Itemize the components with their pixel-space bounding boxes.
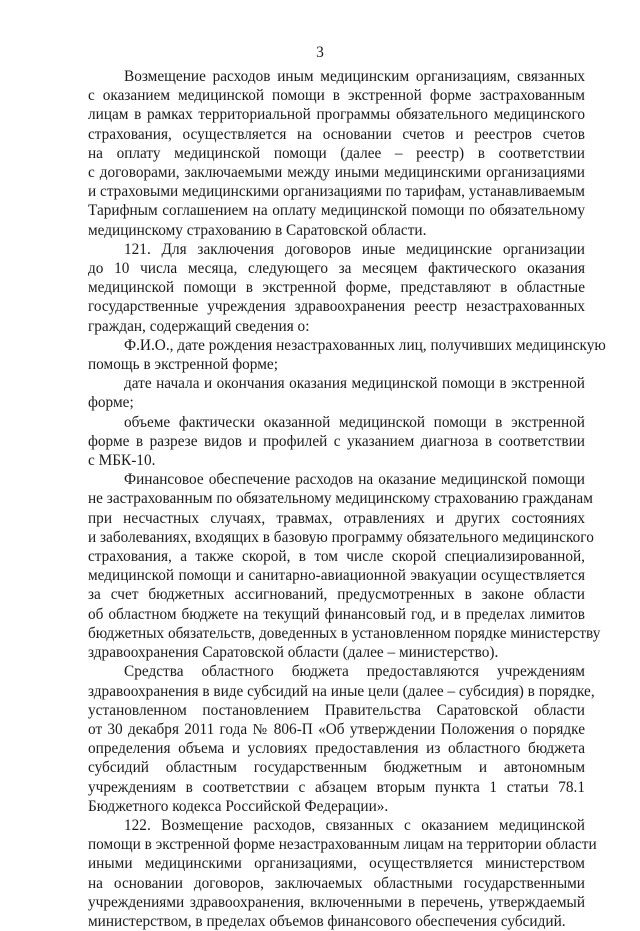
text-line: с МБК-10. [88,452,156,470]
text-line: медицинскому страхованию в Саратовской области. [88,221,427,239]
text-line: за счет бюджетных ассигнований, предусмотренных в законе области [88,586,585,604]
text-line: Бюджетного кодекса Российской Федерации». [88,797,389,815]
text-line: 121. Для заключения договоров иные медицинские организации [124,240,585,258]
paragraph [88,413,585,471]
text-line: от 30 декабря 2011 года № 806-П «Об утверждении Положения о порядке [88,720,585,738]
text-line: об областном бюджете на текущий финансовый год, и в пределах лимитов [88,605,585,623]
text-line: страхования, осуществляется на основании счетов и реестров счетов [88,125,585,143]
text-line: 122. Возмещение расходов, связанных с оказанием медицинской [124,816,585,834]
text-line: учреждениями здравоохранения, включенными в перечень, утверждаемый [88,893,585,911]
text-line: помощи в экстренной форме незастрахованным лицам на территории области [88,836,597,854]
text-line: иными медицинскими организациями, осуществляется министерством [88,855,585,873]
text-line: форме в разрезе видов и профилей с указанием диагноза в соответствии [88,432,585,450]
text-line: бюджетных обязательств, доведенных в установленном порядке министерству [88,624,601,642]
paragraph [88,67,585,240]
paragraph [88,240,585,336]
text-line: при несчастных случаях, травмах, отравлениях и других состояниях [88,509,585,527]
text-line: не застрахованным по обязательному медицинскому страхованию гражданам [88,490,593,508]
text-line: здравоохранения в виде субсидий на иные цели (далее – субсидия) в порядке, [88,682,595,700]
paragraph [88,662,595,816]
text-line: страхования, а также скорой, в том числе скорой специализированной, [88,548,585,566]
text-line: Средства областного бюджета предоставляются учреждениям [124,663,585,681]
text-line: Финансовое обеспечение расходов на оказание медицинской помощи [124,471,585,489]
paragraph [88,336,606,374]
text-line: форме; [88,394,134,412]
text-line: здравоохранения Саратовской области (далее – министерство). [88,644,499,662]
text-line: помощь в экстренной форме; [88,356,278,374]
paragraph [88,470,601,662]
text-line: определения объема и условиях предоставления из областного бюджета [88,740,585,758]
text-line: Ф.И.О., дате рождения незастрахованных лиц, получивших медицинскую [124,336,606,354]
text-line: государственные учреждения здравоохранения реестр незастрахованных [88,298,585,316]
text-line: и страховыми медицинскими организациями по тарифам, устанавливаемым [88,183,585,201]
text-line: объеме фактически оказанной медицинской помощи в экстренной [124,413,585,431]
page-number: 3 [316,44,324,61]
text-line: министерством, в пределах объемов финансового обеспечения субсидий. [88,912,566,930]
text-line: установленном постановлением Правительства Саратовской области [88,701,585,719]
text-line: на основании договоров, заключаемых областными государственными [88,874,585,892]
text-line: Возмещение расходов иным медицинским организациям, связанных [124,68,585,85]
text-line: с оказанием медицинской помощи в экстренной форме застрахованным [88,87,585,105]
text-line: до 10 числа месяца, следующего за месяцем фактического оказания [88,260,585,278]
document-body [88,67,606,931]
text-line: на оплату медицинской помощи (далее – реестр) в соответствии [88,144,585,162]
text-line: медицинской помощи и санитарно-авиационной эвакуации осуществляется [88,567,585,585]
text-line: Тарифным соглашением на оплату медицинской помощи по обязательному [88,202,585,220]
text-line: субсидий областным государственным бюджетным и автономным [88,759,585,777]
text-line: дате начала и окончания оказания медицинской помощи в экстренной [124,375,585,393]
text-line: с договорами, заключаемыми между иными медицинскими организациями [88,164,585,182]
text-line: медицинской помощи в экстренной форме, представляют в областные [88,279,585,297]
text-line: лицам в рамках территориальной программы обязательного медицинского [88,106,585,124]
text-line: и заболеваниях, входящих в базовую программу обязательного медицинского [88,528,594,546]
paragraph [88,816,597,931]
paragraph [88,374,585,412]
text-line: граждан, содержащий сведения о: [88,317,310,335]
text-line: учреждениям в соответствии с абзацем вторым пункта 1 статьи 78.1 [88,778,585,796]
